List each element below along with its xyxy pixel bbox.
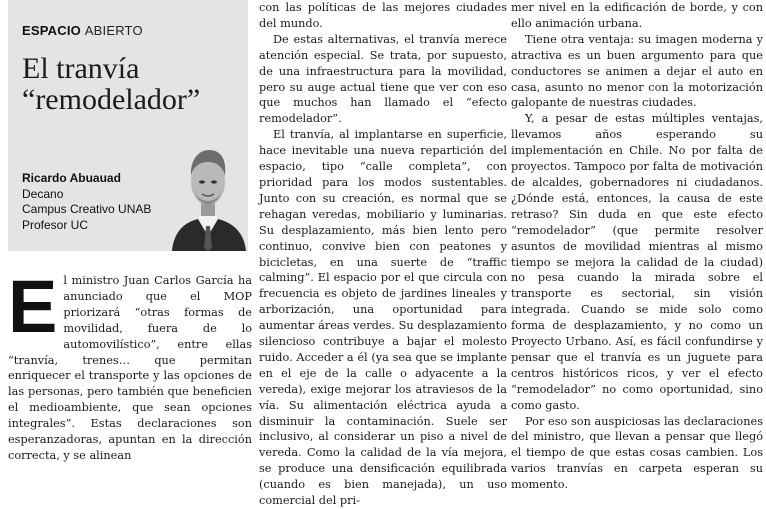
article-title: El tranvía “remodelador”	[22, 52, 201, 116]
drop-cap: E	[8, 265, 58, 348]
author-block	[22, 171, 162, 233]
section-tag	[22, 23, 143, 38]
article-lede	[8, 265, 252, 464]
lede-text: l ministro Juan Carlos García ha anunciado que el MOP priorizará “otras formas de movilidad, fuera de lo automovilístico”, entre ellas “tranvía, trenes… que permitan enriquecer el transporte y las opciones de las personas, pero también que beneficien el medioambiente, que sean opciones integrales”. Estas declaraciones son esperanzadoras, apuntan en la dirección correcta, y se alinean	[8, 274, 252, 462]
column-3	[511, 0, 763, 493]
column-2	[259, 0, 507, 509]
header-card	[8, 0, 248, 251]
paragraph-2-continuation: mer nivel en la edificación de borde, y con ello animación urbana.	[511, 1, 763, 30]
paragraph-1: De estas alternativas, el tranvía merece atención especial. Se trata, por supuesto, de una infraestructura para la movilidad, pero su auge actual tiene que ver con eso que muchos han llamado el “efecto remodelador”.	[259, 32, 507, 126]
paragraph-3: Tiene otra ventaja: su imagen moderna y atractiva es un buen argumento para que conductores se animen a dejar el auto en casa, asunto no menor con la motorización galopante de nuestras ciudades.	[511, 32, 763, 110]
author-portrait	[168, 144, 248, 251]
section-tag-bold: ESPACIO	[22, 23, 81, 38]
section-tag-rest: ABIERTO	[84, 23, 143, 38]
paragraph-2: El tranvía, al implantarse en superficie, hace inevitable una nueva repartición del espacio, tipo “calle completa”, con prioridad para los modos sustentables. Junto con su creación, es normal que se rehagan veredas, mobiliario y luminarias. Su desplazamiento, más bien lento pero continuo, convive bien con peatones y bicicletas, en una suerte de “traffic calming”. El espacio por el que circula con frecuencia es objeto de jardines lineales y arborización, una oportunidad para aumentar áreas verdes. Su desplazamiento silencioso contribuye a bajar el molesto ruido. Acceder a él (ya sea que se implante en el eje de la calle o adyacente a la vereda), exige mejorar los atraviesos de la vía. Su alimentación eléctrica ayuda a disminuir la contaminación. Suele ser inclusivo, al considerar un piso a nivel de vereda. Como la calidad de la vía mejora, se produce una densificación equilibrada (cuando es bien manejada), un uso comercial del pri-	[259, 128, 507, 508]
author-name: Ricardo Abuauad	[22, 171, 121, 185]
paragraph-4: Y, a pesar de estas múltiples ventajas, llevamos años esperando su implementación en Chile. No por falta de proyectos. Tampoco por falta de motivación de alcaldes, gobernadores ni ciudadanos. ¿Dónde está, entonces, la causa de este retraso? Sin duda en que este efecto “remodelador” (que permite resolver asuntos de movilidad mientras al mismo tiempo se mejora la calidad de la ciudad) no pesa cuando la mirada sobre el transporte es sectorial, sin visión integrada. Cuando se mide solo como forma de desplazamiento, y no como un Proyecto Urbano. Así, es fácil confundirse y pensar que el tranvía es un juguete para centros históricos ricos, y ver el efecto “remodelador” no como oportunidad, sino como gasto.	[511, 112, 763, 412]
lede-continuation: con las políticas de las mejores ciudades del mundo.	[259, 1, 507, 30]
paragraph-5: Por eso son auspiciosas las declaraciones del ministro, que llevan a pensar que llegó el tiempo de que estas cosas cambien. Los varios tranvías en carpeta esperan su momento.	[511, 414, 763, 492]
author-role: Decano	[22, 186, 64, 201]
author-position: Profesor UC	[22, 217, 89, 232]
author-unit: Campus Creativo UNAB	[22, 202, 152, 216]
